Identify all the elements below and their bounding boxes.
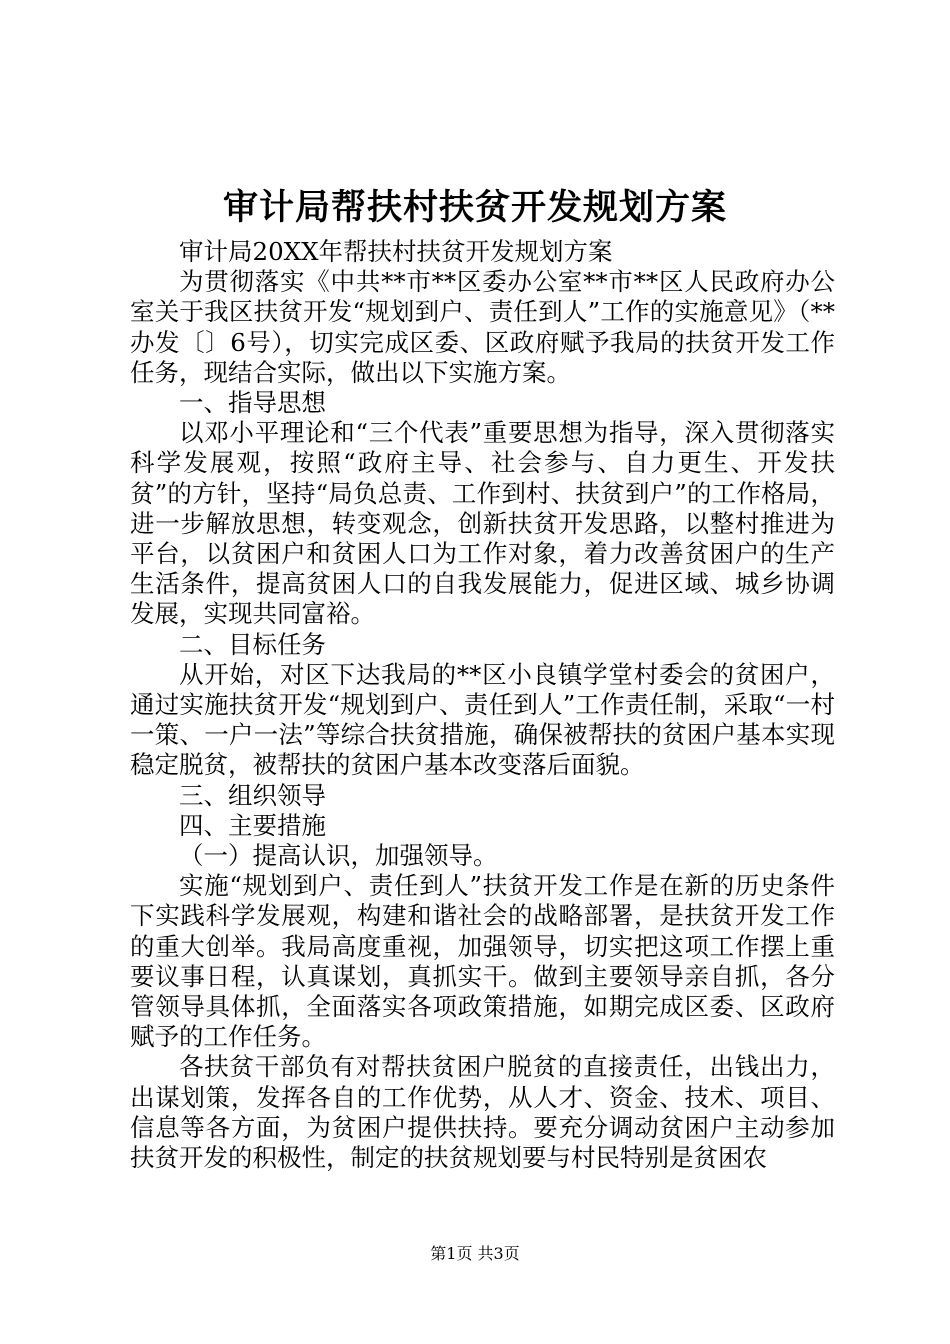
paragraph-implementation: 实施“规划到户、责任到人”扶贫开发工作是在新的历史条件下实践科学发展观，构建和谐社会的战略部署，是扶贫开发工作的重大创举。我局高度重视，加强领导，切实把这项工作摆上重要议事日程，认真谋划，真抓实干。做到主要领导亲自抓，各分管领导具体抓，全面落实各项政策措施，如期完成区委、区政府赋予的工作任务。 [130,871,835,1052]
paragraph-subtitle: 审计局20XX年帮扶村扶贫开发规划方案 [179,237,613,266]
page-number: 第1页 共3页 [430,1244,520,1263]
document-body [130,237,835,1173]
document-title: 审计局帮扶村扶贫开发规划方案 [222,187,727,228]
paragraph-responsibility: 各扶贫干部负有对帮扶贫困户脱贫的直接责任，出钱出力，出谋划策，发挥各自的工作优势，从人才、资金、技术、项目、信息等各方面，为贫困户提供扶持。要充分调动贫困户主动参加扶贫开发的积极性，制定的扶贫规划要与村民特别是贫困农 [130,1052,835,1173]
section-heading-guiding-ideology: 一、指导思想 [179,388,326,418]
section-heading-organization: 三、组织领导 [179,780,326,810]
paragraph-goals: 从开始，对区下达我局的**区小良镇学堂村委会的贫困户，通过实施扶贫开发“规划到户、责任到人”工作责任制，采取“一村一策、一户一法”等综合扶贫措施，确保被帮扶的贫困户基本实现稳定脱贫，被帮扶的贫困户基本改变落后面貌。 [130,659,835,780]
section-heading-measures: 四、主要措施 [179,810,326,840]
section-heading-goals: 二、目标任务 [179,629,326,659]
paragraph-intro: 为贯彻落实《中共**市**区委办公室**市**区人民政府办公室关于我区扶贫开发“规划到户、责任到人”工作的实施意见》（**办发〔〕6号），切实完成区委、区政府赋予我局的扶贫开发工作任务，现结合实际，做出以下实施方案。 [130,267,835,387]
paragraph-guiding-ideology: 以邓小平理论和“三个代表”重要思想为指导，深入贯彻落实科学发展观，按照“政府主导、社会参与、自力更生、开发扶贫”的方针，坚持“局负总责、工作到村、扶贫到户”的工作格局，进一步解放思想，转变观念，创新扶贫开发思路，以整村推进为平台，以贫困户和贫困人口为工作对象，着力改善贫困户的生产生活条件，提高贫困人口的自我发展能力，促进区域、城乡协调发展，实现共同富裕。 [130,418,835,629]
subsection-heading-awareness: （一）提高认识，加强领导。 [179,841,498,871]
